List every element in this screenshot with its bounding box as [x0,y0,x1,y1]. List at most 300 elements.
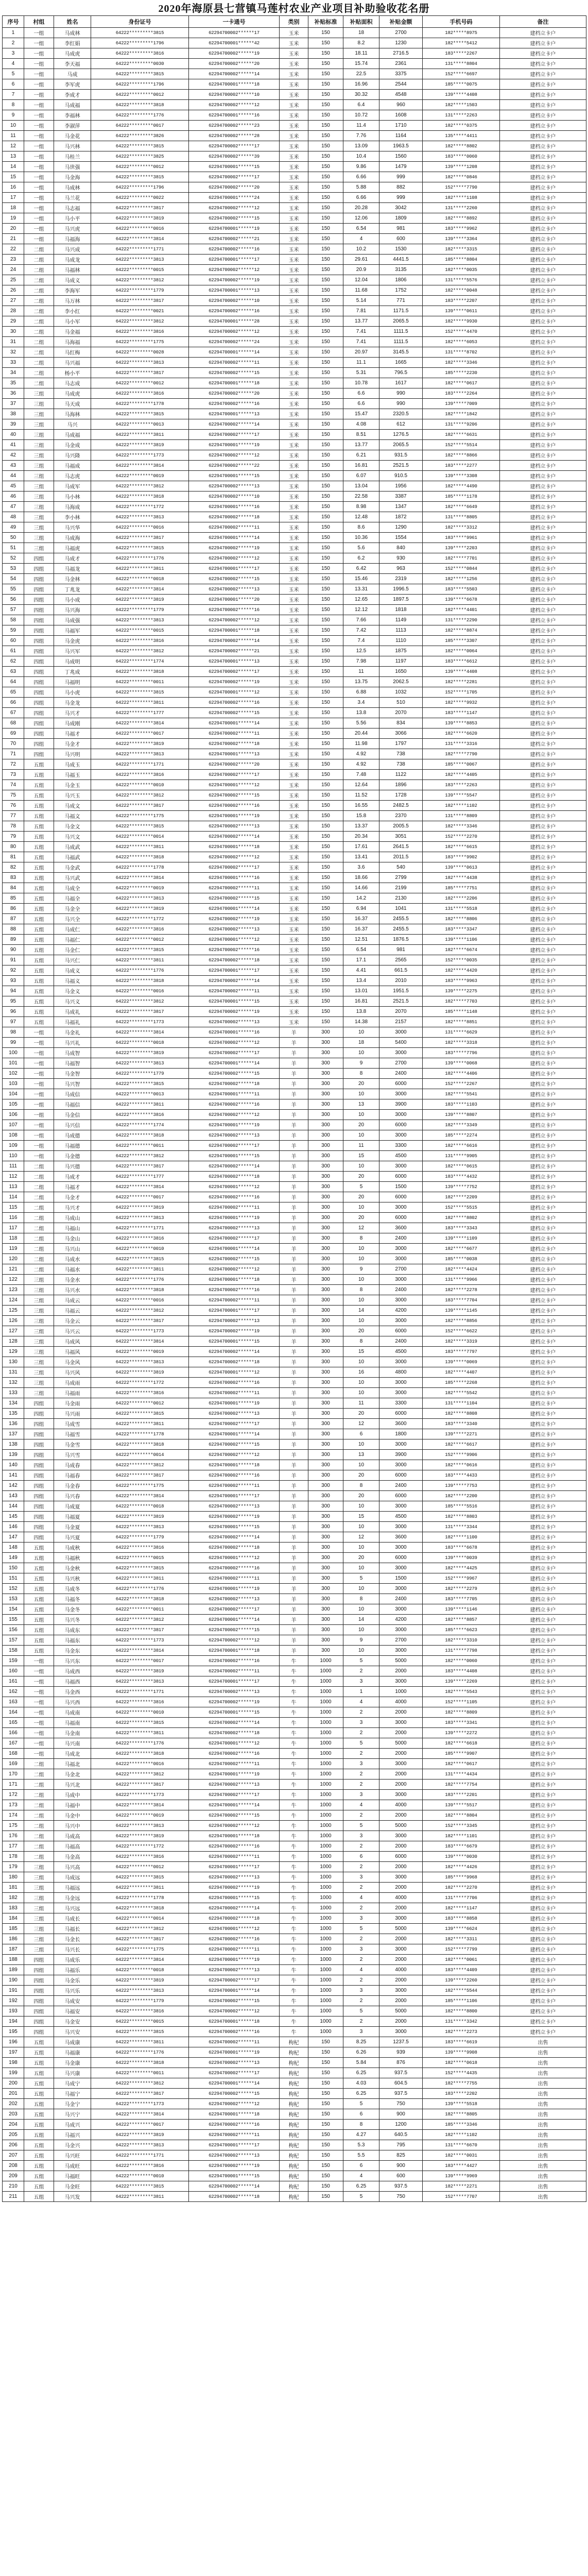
cell-index: 73 [3,770,24,780]
cell-id-number: 64222*********3812 [91,275,189,285]
cell-category: 羊 [280,1306,308,1316]
cell-group: 三组 [24,1862,54,1872]
cell-subsidy-standard: 150 [308,636,343,646]
table-row [3,296,586,306]
cell-remarks: 建档立卡户 [500,1738,586,1749]
cell-index: 170 [3,1769,24,1780]
cell-index: 175 [3,1821,24,1831]
cell-id-number: 64222*********0017 [91,1192,189,1202]
cell-subsidy-area: 4 [343,1800,379,1810]
cell-remarks: 建档立卡户 [500,1316,586,1326]
cell-remarks: 建档立卡户 [500,574,586,584]
cell-remarks: 建档立卡户 [500,1357,586,1367]
roster-table [2,15,586,2202]
cell-card-number: 62294700002******15 [189,893,280,904]
cell-remarks: 建档立卡户 [500,1439,586,1450]
table-row [3,172,586,182]
cell-index: 160 [3,1666,24,1676]
cell-subsidy-area: 4.27 [343,2130,379,2140]
cell-card-number: 62294700001******16 [189,1027,280,1038]
cell-card-number: 62294700002******13 [189,1017,280,1027]
cell-card-number: 62294700001******14 [189,718,280,728]
cell-category: 羊 [280,1316,308,1326]
cell-id-number: 64222*********3815 [91,141,189,151]
cell-name: 马金夏 [54,1522,91,1532]
cell-subsidy-area: 3 [343,1944,379,1955]
cell-phone: 183*****7797 [423,1347,500,1357]
cell-name: 马福成 [54,461,91,471]
cell-phone: 152*****7799 [423,1944,500,1955]
cell-subsidy-standard: 150 [308,728,343,739]
cell-category: 羊 [280,1202,308,1213]
cell-group: 四组 [24,1409,54,1419]
cell-id-number: 64222*********3811 [91,1419,189,1429]
cell-id-number: 64222*********3819 [91,2130,189,2140]
cell-card-number: 62294700002******16 [189,2120,280,2130]
cell-name: 马志福 [54,203,91,213]
cell-card-number: 62294700002******16 [189,399,280,409]
cell-subsidy-area: 13.01 [343,986,379,996]
cell-card-number: 62294700001******14 [189,1615,280,1625]
cell-subsidy-amount: 834 [379,718,423,728]
cell-subsidy-amount: 1617 [379,378,423,388]
cell-subsidy-amount: 6000 [379,1470,423,1481]
cell-subsidy-standard: 300 [308,1192,343,1202]
table-row [3,1986,586,1996]
cell-card-number: 62294700002******16 [189,1841,280,1852]
cell-subsidy-standard: 1000 [308,1944,343,1955]
cell-card-number: 62294700002******18 [189,2192,280,2202]
cell-group: 三组 [24,533,54,543]
table-row [3,224,586,234]
cell-subsidy-area: 6.25 [343,2068,379,2078]
table-row [3,1347,586,1357]
cell-name: 马兴安 [54,2027,91,2037]
cell-subsidy-area: 5.5 [343,2150,379,2161]
cell-id-number: 64222*********1776 [91,1275,189,1285]
cell-category: 羊 [280,1027,308,1038]
cell-subsidy-amount: 600 [379,234,423,244]
cell-category: 玉米 [280,471,308,481]
cell-subsidy-area: 22.5 [343,69,379,79]
cell-id-number: 64222*********3816 [91,1852,189,1862]
cell-remarks: 建档立卡户 [500,502,586,512]
cell-id-number: 64222*********3814 [91,1336,189,1347]
cell-index: 177 [3,1841,24,1852]
table-row [3,285,586,296]
table-row [3,1151,586,1161]
cell-remarks: 建档立卡户 [500,811,586,821]
cell-index: 138 [3,1439,24,1450]
cell-card-number: 62294700002******16 [189,801,280,811]
cell-card-number: 62294700001******12 [189,1738,280,1749]
cell-id-number: 64222*********3818 [91,2058,189,2068]
cell-subsidy-amount: 2400 [379,1336,423,1347]
cell-card-number: 62294700001******14 [189,533,280,543]
cell-subsidy-area: 2 [343,2016,379,2027]
cell-id-number: 64222*********3817 [91,296,189,306]
cell-card-number: 62294700002******12 [189,1635,280,1646]
cell-subsidy-amount: 2070 [379,1007,423,1017]
cell-index: 71 [3,749,24,759]
cell-group: 五组 [24,965,54,976]
cell-phone: 183*****2277 [423,461,500,471]
cell-subsidy-area: 7.81 [343,306,379,316]
cell-subsidy-amount: 4548 [379,90,423,100]
cell-index: 15 [3,172,24,182]
cell-subsidy-standard: 300 [308,1594,343,1604]
cell-subsidy-amount: 3000 [379,1316,423,1326]
cell-subsidy-area: 5.56 [343,718,379,728]
cell-subsidy-area: 8.25 [343,2037,379,2047]
cell-subsidy-standard: 300 [308,1604,343,1615]
cell-subsidy-area: 5 [343,1573,379,1584]
cell-category: 玉米 [280,687,308,698]
cell-category: 玉米 [280,759,308,770]
cell-phone: 183*****8858 [423,1913,500,1924]
cell-phone: 131*****9966 [423,1275,500,1285]
cell-subsidy-standard: 150 [308,151,343,162]
cell-phone: 182*****8804 [423,1810,500,1821]
cell-index: 4 [3,59,24,69]
cell-index: 1 [3,28,24,38]
cell-group: 四组 [24,749,54,759]
table-row [3,1934,586,1944]
cell-subsidy-area: 18.66 [343,873,379,883]
cell-subsidy-standard: 150 [308,38,343,48]
cell-subsidy-area: 5 [343,1924,379,1934]
table-row [3,2047,586,2058]
cell-id-number: 64222*********1773 [91,1326,189,1336]
cell-remarks: 出售 [500,2181,586,2192]
cell-index: 58 [3,615,24,625]
cell-category: 牛 [280,1975,308,1986]
cell-group: 四组 [24,1501,54,1512]
cell-phone: 182*****1147 [423,1903,500,1913]
cell-subsidy-standard: 1000 [308,1769,343,1780]
cell-phone: 135*****4411 [423,131,500,141]
cell-phone: 182*****8802 [423,141,500,151]
table-row [3,1058,586,1069]
cell-subsidy-area: 2 [343,1903,379,1913]
cell-subsidy-area: 11.1 [343,358,379,368]
cell-group: 五组 [24,976,54,986]
cell-category: 枸杞 [280,2161,308,2171]
table-row [3,1481,586,1491]
cell-name: 马兴文 [54,832,91,842]
cell-subsidy-amount: 3066 [379,728,423,739]
cell-subsidy-standard: 300 [308,1532,343,1543]
cell-remarks: 建档立卡户 [500,1038,586,1048]
cell-card-number: 62294700002******11 [189,883,280,893]
table-row [3,1017,586,1027]
cell-remarks: 建档立卡户 [500,770,586,780]
cell-index: 18 [3,203,24,213]
cell-card-number: 62294700002******16 [189,1470,280,1481]
cell-subsidy-amount: 910.5 [379,471,423,481]
cell-subsidy-amount: 3000 [379,1244,423,1254]
cell-category: 枸杞 [280,2192,308,2202]
cell-category: 羊 [280,1357,308,1367]
cell-subsidy-amount: 1479 [379,162,423,172]
cell-card-number: 62294700001******15 [189,1336,280,1347]
cell-card-number: 62294700002******17 [189,862,280,873]
cell-remarks: 建档立卡户 [500,224,586,234]
cell-index: 86 [3,904,24,914]
cell-index: 44 [3,471,24,481]
cell-subsidy-area: 12.04 [343,275,379,285]
cell-remarks: 出售 [500,2109,586,2120]
cell-id-number: 64222*********0016 [91,1295,189,1306]
cell-remarks: 建档立卡户 [500,687,586,698]
cell-index: 46 [3,492,24,502]
cell-card-number: 62294700002******15 [189,790,280,801]
cell-name: 马成长 [54,1913,91,1924]
table-row [3,48,586,59]
cell-group: 五组 [24,2037,54,2047]
cell-category: 牛 [280,1728,308,1738]
cell-subsidy-standard: 300 [308,1491,343,1501]
cell-index: 20 [3,224,24,234]
cell-remarks: 建档立卡户 [500,409,586,419]
cell-remarks: 建档立卡户 [500,832,586,842]
cell-id-number: 64222*********3814 [91,1646,189,1656]
cell-id-number: 64222*********3817 [91,1470,189,1481]
cell-subsidy-amount: 3145.5 [379,347,423,358]
cell-category: 玉米 [280,615,308,625]
table-row [3,471,586,481]
cell-name: 马兴山 [54,1244,91,1254]
cell-id-number: 64222*********1775 [91,1481,189,1491]
cell-card-number: 62294700002******17 [189,1233,280,1244]
cell-category: 羊 [280,1347,308,1357]
cell-remarks: 建档立卡户 [500,1543,586,1553]
cell-phone: 182*****2278 [423,1285,500,1295]
table-row [3,1089,586,1099]
cell-card-number: 62294700002******12 [189,1110,280,1120]
cell-name: 马兴德 [54,1161,91,1172]
cell-group: 三组 [24,388,54,399]
cell-index: 118 [3,1233,24,1244]
cell-index: 99 [3,1038,24,1048]
cell-phone: 182*****4405 [423,770,500,780]
column-header-name: 姓名 [54,16,91,28]
cell-category: 羊 [280,1120,308,1130]
cell-name: 丁兆成 [54,667,91,677]
cell-id-number: 64222*********0019 [91,471,189,481]
cell-index: 201 [3,2089,24,2099]
cell-id-number: 64222*********3817 [91,1161,189,1172]
cell-name: 马金秋 [54,1563,91,1573]
cell-id-number: 64222*********0013 [91,1089,189,1099]
cell-card-number: 62294700002******17 [189,1604,280,1615]
cell-group: 一组 [24,38,54,48]
cell-id-number: 64222*********3811 [91,698,189,708]
cell-card-number: 62294700001******19 [189,1769,280,1780]
cell-name: 马成福 [54,100,91,110]
cell-card-number: 62294700002******13 [189,1409,280,1419]
cell-index: 210 [3,2181,24,2192]
cell-subsidy-standard: 300 [308,1573,343,1584]
table-row [3,1439,586,1450]
cell-name: 马金西 [54,1687,91,1697]
cell-subsidy-standard: 150 [308,358,343,368]
cell-subsidy-area: 10 [343,1316,379,1326]
cell-card-number: 62294700002******18 [189,1543,280,1553]
cell-subsidy-area: 9.86 [343,162,379,172]
cell-subsidy-standard: 1000 [308,1975,343,1986]
cell-group: 二组 [24,1233,54,1244]
table-row [3,595,586,605]
cell-name: 马成北 [54,1749,91,1759]
cell-name: 马世强 [54,162,91,172]
cell-card-number: 62294700002******12 [189,100,280,110]
cell-card-number: 62294700002******19 [189,48,280,59]
cell-subsidy-amount: 1500 [379,1573,423,1584]
table-row [3,842,586,852]
cell-subsidy-standard: 300 [308,1429,343,1439]
cell-subsidy-amount: 4000 [379,1800,423,1810]
cell-id-number: 64222*********3812 [91,2078,189,2089]
cell-card-number: 62294700002******11 [189,1295,280,1306]
cell-remarks: 建档立卡户 [500,131,586,141]
cell-card-number: 62294700002******12 [189,553,280,564]
cell-id-number: 64222*********1772 [91,502,189,512]
cell-phone: 131*****7706 [423,1893,500,1903]
table-row [3,79,586,90]
cell-index: 185 [3,1924,24,1934]
cell-group: 四组 [24,698,54,708]
cell-subsidy-amount: 3000 [379,1790,423,1800]
cell-name: 马成康 [54,2037,91,2047]
cell-remarks: 建档立卡户 [500,1254,586,1264]
cell-id-number: 64222*********3819 [91,440,189,450]
cell-subsidy-amount: 2641.5 [379,842,423,852]
cell-subsidy-area: 8 [343,2120,379,2130]
cell-name: 马成夏 [54,1501,91,1512]
table-row [3,1409,586,1419]
cell-name: 马兴虎 [54,224,91,234]
cell-subsidy-amount: 1728 [379,790,423,801]
cell-subsidy-amount: 3051 [379,832,423,842]
cell-subsidy-amount: 840 [379,543,423,553]
cell-subsidy-amount: 3000 [379,1563,423,1573]
cell-remarks: 建档立卡户 [500,1398,586,1409]
cell-subsidy-amount: 3000 [379,1027,423,1038]
cell-name: 马金乐 [54,1975,91,1986]
cell-phone: 185*****0067 [423,759,500,770]
cell-id-number: 64222*********3816 [91,388,189,399]
table-row [3,1594,586,1604]
table-row [3,1306,586,1316]
column-header-category: 类别 [280,16,308,28]
cell-subsidy-standard: 300 [308,1089,343,1099]
cell-id-number: 64222*********3819 [91,1202,189,1213]
cell-subsidy-amount: 2062.5 [379,677,423,687]
cell-subsidy-standard: 150 [308,2058,343,2068]
cell-subsidy-area: 6.6 [343,399,379,409]
table-row [3,1780,586,1790]
table-body [3,28,586,2202]
cell-remarks: 建档立卡户 [500,935,586,945]
cell-name: 马兴海 [54,605,91,615]
cell-index: 203 [3,2109,24,2120]
cell-category: 牛 [280,1800,308,1810]
cell-category: 玉米 [280,728,308,739]
cell-card-number: 62294700002******15 [189,213,280,224]
cell-group: 二组 [24,316,54,327]
cell-subsidy-area: 4 [343,1697,379,1707]
cell-index: 123 [3,1285,24,1295]
cell-subsidy-standard: 300 [308,1481,343,1491]
cell-index: 8 [3,100,24,110]
table-row [3,1872,586,1883]
cell-subsidy-amount: 1530 [379,244,423,255]
cell-group: 一组 [24,121,54,131]
cell-id-number: 64222*********3815 [91,821,189,832]
cell-name: 马小成 [54,595,91,605]
cell-phone: 183*****7796 [423,1048,500,1058]
cell-subsidy-amount: 2455.5 [379,924,423,935]
cell-index: 6 [3,79,24,90]
cell-name: 马兴东 [54,1656,91,1666]
cell-index: 23 [3,255,24,265]
cell-card-number: 62294700001******14 [189,1058,280,1069]
column-header-remarks: 备注 [500,16,586,28]
cell-group: 二组 [24,1192,54,1202]
cell-index: 121 [3,1264,24,1275]
cell-name: 马兴雪 [54,1450,91,1460]
cell-category: 玉米 [280,852,308,862]
cell-group: 五组 [24,1007,54,1017]
cell-category: 羊 [280,1604,308,1615]
cell-card-number: 62294700001******19 [189,440,280,450]
cell-id-number: 64222*********0010 [91,1244,189,1254]
cell-group: 二组 [24,1182,54,1192]
cell-group: 一组 [24,1099,54,1110]
cell-category: 羊 [280,1491,308,1501]
table-row [3,1728,586,1738]
cell-name: 马福秋 [54,1553,91,1563]
cell-group: 四组 [24,687,54,698]
cell-card-number: 62294700002******16 [189,306,280,316]
cell-group: 五组 [24,955,54,965]
cell-subsidy-area: 20 [343,1120,379,1130]
table-row [3,1924,586,1934]
cell-index: 91 [3,955,24,965]
cell-id-number: 64222*********3817 [91,1780,189,1790]
cell-card-number: 62294700002******11 [189,1573,280,1584]
cell-name: 马福乐 [54,1965,91,1975]
cell-phone: 131*****9905 [423,1151,500,1161]
cell-card-number: 62294700002******19 [189,1697,280,1707]
cell-group: 五组 [24,2161,54,2171]
cell-index: 114 [3,1192,24,1202]
cell-id-number: 64222*********3815 [91,409,189,419]
cell-remarks: 建档立卡户 [500,1573,586,1584]
cell-remarks: 建档立卡户 [500,1749,586,1759]
cell-subsidy-amount: 2319 [379,574,423,584]
cell-subsidy-area: 20 [343,1326,379,1336]
cell-phone: 182*****1100 [423,1532,500,1543]
cell-subsidy-standard: 150 [308,224,343,234]
cell-card-number: 62294700001******17 [189,965,280,976]
cell-subsidy-area: 2 [343,1749,379,1759]
cell-name: 马成龙 [54,255,91,265]
cell-id-number: 64222*********3825 [91,151,189,162]
cell-id-number: 64222*********3811 [91,1728,189,1738]
cell-subsidy-standard: 150 [308,718,343,728]
